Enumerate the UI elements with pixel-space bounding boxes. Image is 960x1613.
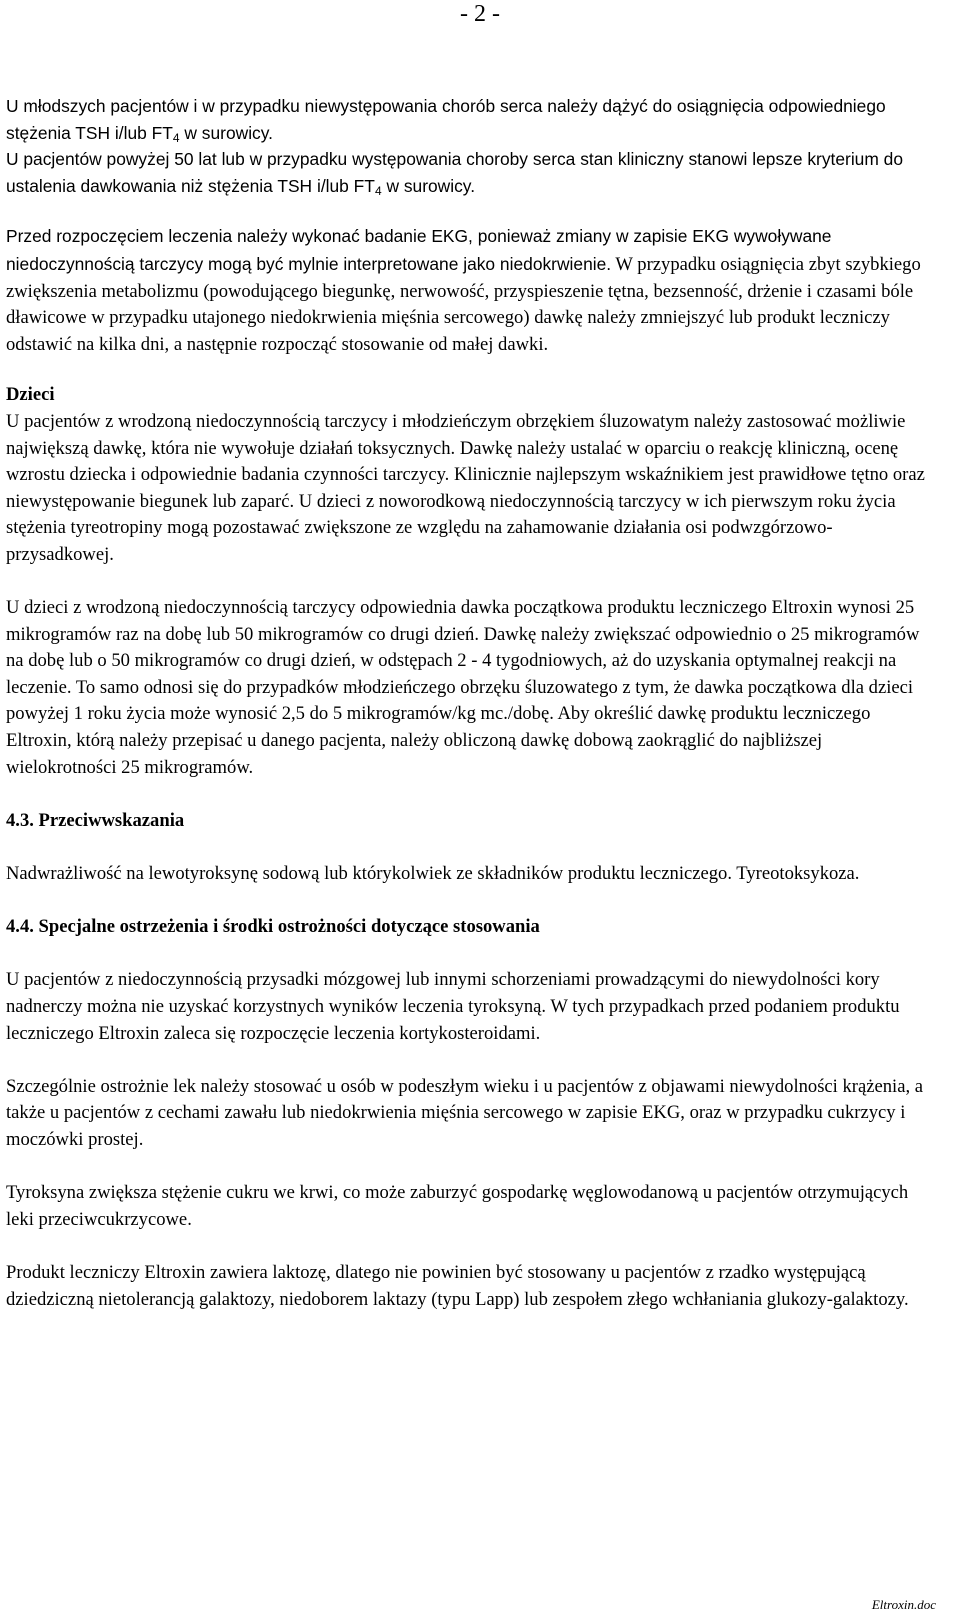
- paragraph-text: w surowicy.: [381, 175, 476, 196]
- page-number: - 2 -: [460, 1, 500, 27]
- spacer: [6, 199, 926, 223]
- paragraph-text: W przypadku osiągnięcia zbyt szybkiego zwiększenia metabolizmu (powodującego biegunkę, nerwowość, przyspieszenie tętna, bezsenność, drżenie i czasami bóle dławicowe w przypadku utajonego niedokrwienia mięśnia sercowego) dawkę należy zmniejszyć lub produkt leczniczy odstawić na kilka dni, a następnie rozpocząć stosowanie od małej dawki.: [6, 253, 921, 355]
- paragraph-text: U młodszych pacjentów i w przypadku niewystępowania chorób serca należy dążyć do osiągnięcia odpowiedniego stężenia TSH i/lub FT: [6, 96, 886, 143]
- paragraph-ekg: [6, 223, 926, 358]
- spacer: [6, 569, 926, 596]
- paragraph-text: w surowicy.: [179, 122, 273, 143]
- heading-children: Dzieci: [6, 384, 55, 406]
- spacer: [6, 358, 926, 382]
- paragraph-text: Przed rozpoczęciem leczenia należy wykonać badanie EKG, ponieważ zmiany w zapisie EKG wywoływane niedoczynnością tarczycy mogą być mylnie interpretowane jako niedokrwienie.: [6, 226, 832, 274]
- heading-section-4-4: 4.4. Specjalne ostrzeżenia i środki ostrożności dotyczące stosowania: [6, 916, 540, 938]
- spacer: [6, 1233, 926, 1260]
- paragraph-children-2: U dzieci z wrodzoną niedoczynnością tarczycy odpowiednia dawka początkowa produktu leczniczego Eltroxin wynosi 25 mikrogramów raz na dobę lub 50 mikrogramów co drugi dzień. Dawkę należy zwiększać odpowiednio o 25 mikrogramów na dobę lub o 50 mikrogramów co drugi dzień, w odstępach 2 - 4 tygodniowych, aż do uzyskania optymalnej reakcji na leczenie. To samo odnosi się do przypadków młodzieńczego obrzęku śluzowatego z tym, że dawka początkowa dla dzieci powyżej 1 roku życia może wynosić 2,5 do 5 mikrogramów/kg mc./dobę. Aby określić dawkę produktu leczniczego Eltroxin, którą należy przepisać u danego pacjenta, należy obliczoną dawkę dobową zaokrąglić do najbliższej wielokrotności 25 mikrogramów.: [6, 597, 920, 778]
- paragraph-older-patients: [6, 146, 926, 199]
- spacer: [6, 888, 926, 915]
- subscript: 4: [374, 183, 382, 198]
- spacer: [6, 1047, 926, 1074]
- paragraph-warnings-3: Tyroksyna zwiększa stężenie cukru we krwi, co może zaburzyć gospodarkę węglowodanową u pacjentów otrzymujących leki przeciwcukrzycowe.: [6, 1182, 909, 1230]
- paragraph-text: U pacjentów powyżej 50 lat lub w przypadku występowania choroby serca stan kliniczny stanowi lepsze kryterium do ustalenia dawkowania niż stężenia TSH i/lub FT: [6, 149, 904, 196]
- paragraph-warnings-1: U pacjentów z niedoczynnością przysadki mózgowej lub innymi schorzeniami prowadzącymi do niewydolności kory nadnerczy można nie uzyskać korzystnych wyników leczenia tyroksyną. W tych przypadkach przed podaniem produktu leczniczego Eltroxin zaleca się rozpoczęcie leczenia kortykosteroidami.: [6, 969, 900, 1044]
- heading-section-4-3: 4.3. Przeciwwskazania: [6, 809, 185, 831]
- footer-filename: Eltroxin.doc: [871, 1597, 936, 1612]
- paragraph-younger-patients: [6, 93, 926, 146]
- spacer: [6, 781, 926, 808]
- paragraph-warnings-4: Produkt leczniczy Eltroxin zawiera laktozę, dlatego nie powinien być stosowany u pacjentów z rzadko występującą dziedziczną nietolerancją galaktozy, niedoborem laktazy (typu Lapp) lub zespołem złego wchłaniania glukozy-galaktozy.: [6, 1261, 909, 1310]
- spacer: [6, 834, 926, 861]
- spacer: [6, 1154, 926, 1181]
- spacer: [6, 941, 926, 968]
- paragraph-contraindications: Nadwrażliwość na lewotyroksynę sodową lub którykolwiek ze składników produktu leczniczego. Tyreotoksykoza.: [6, 863, 860, 885]
- subscript: 4: [172, 130, 180, 145]
- document-body: [6, 93, 926, 1313]
- paragraph-children-1: U pacjentów z wrodzoną niedoczynnością tarczycy i młodzieńczym obrzękiem śluzowatym należy zastosować możliwie największą dawkę, która nie wywołuje działań toksycznych. Dawkę należy ustalać w oparciu o reakcję kliniczną, ocenę wzrostu dziecka i odpowiednie badania czynności tarczycy. Klinicznie najlepszym wskaźnikiem jest prawidłowe tętno oraz niewystępowanie biegunek lub zaparć. U dzieci z noworodkową niedoczynnością tarczycy w ich pierwszym roku życia stężenia tyreotropiny mogą pozostawać zwiększone ze względu na zahamowanie działania osi podwzgórzowo-przysadkowej.: [6, 410, 925, 565]
- paragraph-warnings-2: Szczególnie ostrożnie lek należy stosować u osób w podeszłym wieku i u pacjentów z objawami niewydolności krążenia, a także u pacjentów z cechami zawału lub niedokrwienia mięśnia sercowego w zapisie EKG, oraz w przypadku cukrzycy i moczówki prostej.: [6, 1075, 924, 1150]
